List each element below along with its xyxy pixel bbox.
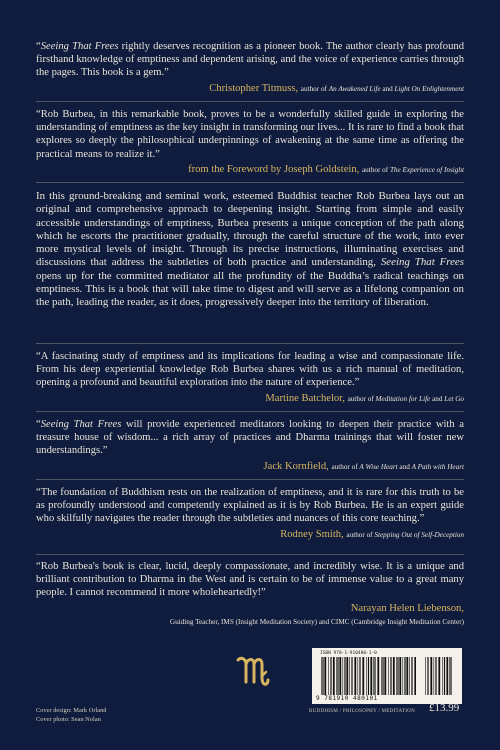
barcode-stripe [388, 657, 389, 695]
barcode-stripe [438, 657, 440, 695]
barcode-stripe [337, 657, 338, 695]
quote-author: Jack Kornfield, [263, 460, 329, 472]
barcode-stripe [409, 657, 410, 695]
barcode [312, 648, 462, 704]
quote-author-role: Guiding Teacher, IMS (Insight Meditation Society) and CIMC (Cambridge Insight Meditation Center) [169, 617, 464, 626]
barcode-stripe [324, 657, 326, 695]
book-description [36, 190, 464, 310]
divider [36, 479, 464, 480]
quote-block [36, 108, 464, 177]
barcode-stripe [382, 657, 383, 695]
divider [36, 554, 464, 555]
barcode-stripe [414, 657, 416, 695]
barcode-bars [320, 657, 416, 695]
publisher-emblem-icon [232, 652, 272, 692]
barcode-stripe [328, 657, 329, 695]
barcode-stripe [450, 657, 451, 695]
quote-text: “A fascinating study of emptiness and its implications for leading a wise and compassionate life. From his deep experiential knowledge Rob Burbea shares with us a rich manual of meditation, opening a profound and beautiful exploration into the nature of experience.” [36, 351, 464, 389]
quote-attribution [36, 163, 464, 177]
quote-attribution [36, 460, 464, 474]
barcode-stripe [373, 657, 374, 695]
barcode-stripe [393, 657, 395, 695]
isbn-label: ISBN 978-1-910480-1-0 [320, 651, 377, 656]
barcode-stripe [366, 657, 367, 695]
barcode-stripe [444, 657, 445, 695]
category-label: BUDDHISM / PHILOSOPHY / MEDITATION [309, 709, 416, 714]
barcode-stripe [425, 657, 426, 695]
quote-text: “Seeing That Frees rightly deserves recognition as a pioneer book. The author clearly has profound firsthand knowledge of emptiness and dependent arising, and the voice of experience carries through the pages. This book is a gem.” [36, 41, 464, 79]
cover-design-credit: Cover design: Mark Orland [36, 707, 107, 714]
quote-author-role: author of Meditation for Life and Let Go [347, 394, 464, 403]
price: £13.99 [429, 702, 460, 714]
barcode-stripe [343, 657, 344, 695]
quote-author-role: author of The Experience of Insight [361, 165, 464, 174]
barcode-stripe [435, 657, 436, 695]
divider [36, 182, 464, 183]
barcode-stripe [404, 657, 405, 695]
quote-attribution [36, 392, 464, 406]
barcode-stripe [403, 657, 404, 695]
barcode-stripe [349, 657, 350, 695]
barcode-stripe [333, 657, 335, 695]
divider [36, 411, 464, 412]
barcode-stripe [430, 657, 432, 695]
barcode-stripe [354, 657, 356, 695]
quote-author: Martine Batchelor, [265, 392, 345, 404]
quote-author-role: author of A Wise Heart and A Path with Heart [331, 462, 464, 471]
quote-author: from the Foreword by Joseph Goldstein, [188, 163, 360, 175]
price-barcode-bars [424, 657, 454, 695]
barcode-stripe [370, 657, 372, 695]
quote-author: Narayan Helen Liebenson, [350, 602, 464, 614]
quote-attribution [36, 82, 464, 96]
barcode-stripe [351, 657, 352, 695]
barcode-stripe [396, 657, 397, 695]
quote-block [36, 418, 464, 474]
cover-credits [36, 706, 106, 724]
barcode-stripe [336, 657, 337, 695]
barcode-stripe [330, 657, 331, 695]
barcode-stripe [427, 657, 428, 695]
barcode-stripe [322, 657, 323, 695]
quote-text: “Rob Burbea's book is clear, lucid, deeply compassionate, and incredibly wise. It is a unique and brilliant contribution to Dharma in the West and is certain to be of immense value to a great many people. I cannot recommend it more wholeheartedly!” [36, 561, 464, 599]
barcode-stripe [434, 657, 435, 695]
back-cover [36, 0, 464, 750]
quote-attribution [36, 528, 464, 542]
cover-photo-credit: Cover photo: Sean Nolan [36, 716, 101, 723]
barcode-stripe [446, 657, 448, 695]
divider [36, 101, 464, 102]
barcode-stripe [397, 657, 398, 695]
barcode-stripe [384, 657, 386, 695]
quote-block [36, 40, 464, 96]
divider [36, 343, 464, 344]
quote-author-role: author of Stepping Out of Self-Deception [346, 530, 464, 539]
quote-author: Rodney Smith, [280, 528, 344, 540]
barcode-stripe [321, 657, 322, 695]
quote-attribution [36, 602, 464, 629]
barcode-stripe [339, 657, 341, 695]
barcode-stripe [399, 657, 401, 695]
quote-block [36, 486, 464, 542]
quote-text: “The foundation of Buddhism rests on the realization of emptiness, and it is rare for this truth to be as profoundly understood and competently explained as it is by Rob Burbea. He is an expert guide who skilfully navigates the reader through the subtleties and nuances of this core teaching.” [36, 487, 464, 525]
barcode-stripe [442, 657, 443, 695]
barcode-stripe [381, 657, 382, 695]
barcode-stripe [346, 657, 348, 695]
barcode-stripe [362, 657, 364, 695]
barcode-stripe [374, 657, 375, 695]
quote-text: “Rob Burbea, in this remarkable book, proves to be a wonderfully skilled guide in exploring the understanding of emptiness as the key insight in transforming our lives... It is rare to find a book that explores so deeply the philosophical underpinnings of awakening at the same time as offering the practical means to realize it.” [36, 109, 464, 160]
barcode-stripe [390, 657, 391, 695]
description-text: In this ground-breaking and seminal work, esteemed Buddhist teacher Rob Burbea lays out an original and comprehensive approach to deepening insight. Starting from simple and easily accessible understandings of emptiness, Burbea presents a unique conception of the path along which he escorts the practitioner gradually, through the careful structure of the work, into ever more mystical levels of insight. Through its precise instructions, illuminating exercises and discussions that address the subtleties of both practice and understanding, Seeing That Frees opens up for the committed meditator all the profundity of the Buddha’s radical teachings on emptiness. This is a book that will take time to digest and will serve as a lifelong companion on the path, leading the reader, as it does, progressively deeper into the territory of liberation. [36, 190, 465, 309]
barcode-stripe [449, 657, 450, 695]
quote-block [36, 560, 464, 629]
quote-author: Christopher Titmuss, [209, 82, 299, 94]
barcode-stripe [359, 657, 360, 695]
barcode-number: 9 781910 480101 [316, 695, 378, 702]
barcode-stripe [344, 657, 345, 695]
quote-author-role: author of An Awakened Life and Light On Enlightenment [300, 84, 464, 93]
barcode-stripe [358, 657, 359, 695]
quote-text: “Seeing That Frees will provide experienced meditators looking to deepen their practice with a treasure house of wisdom... a rich array of practices and Dharma trainings that will foster new understandings.” [36, 419, 464, 457]
quote-block [36, 350, 464, 406]
barcode-stripe [411, 657, 412, 695]
barcode-stripe [406, 657, 408, 695]
barcode-stripe [368, 657, 369, 695]
barcode-stripe [377, 657, 379, 695]
